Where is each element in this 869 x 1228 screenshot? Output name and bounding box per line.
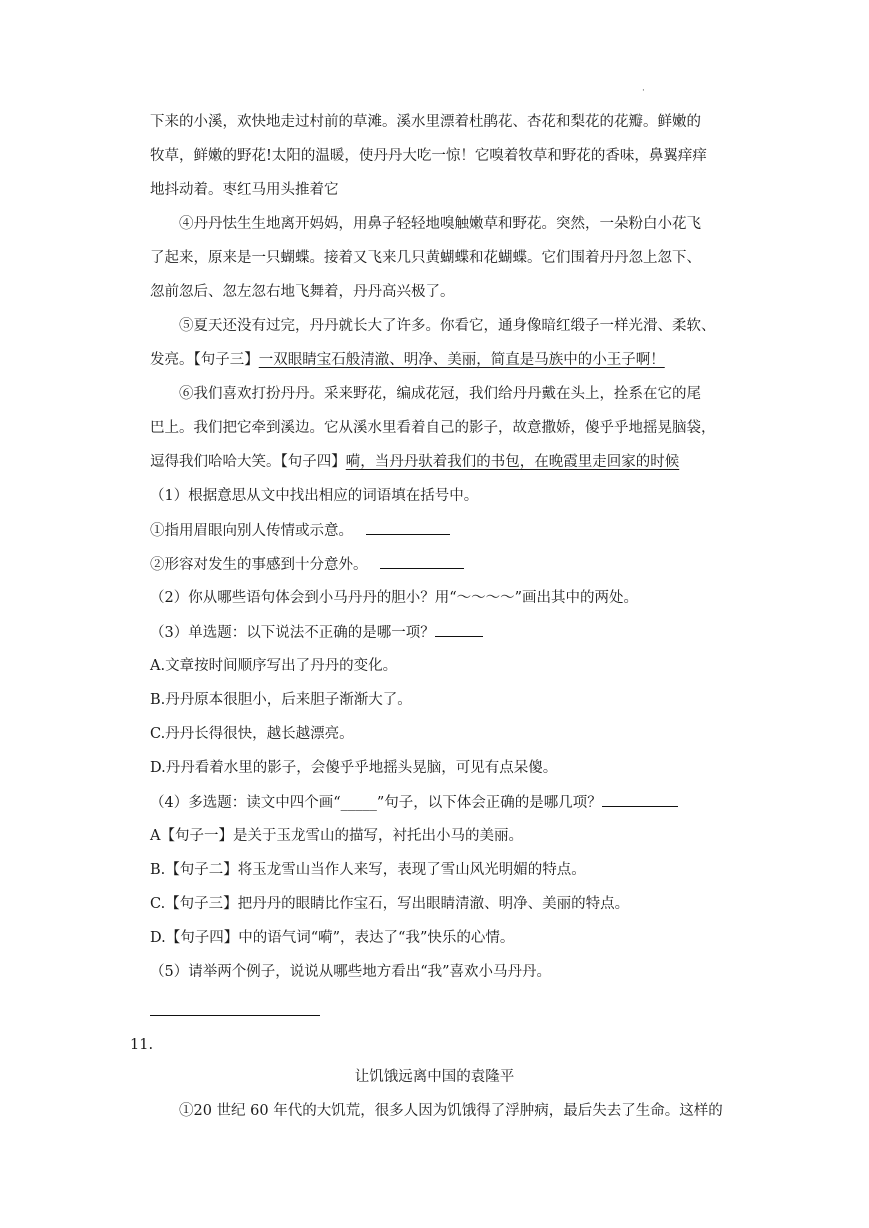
paragraph-5: ⑤夏天还没有过完，丹丹就长大了许多。你看它，通身像暗红缎子一样光滑、柔软、 — [179, 318, 716, 334]
passage-line: 牧草，鲜嫩的野花!太阳的温暖，使丹丹大吃一惊！它嗅着牧草和野花的香味，鼻翼痒痒 — [150, 148, 707, 164]
option: B.【句子二】将玉龙雪山当作人来写，表现了雪山风光明媚的特点。 — [150, 862, 586, 878]
passage-line: 了起来，原来是一只蝴蝶。接着又飞来几只黄蝴蝶和花蝴蝶。它们围着丹丹忽上忽下、 — [150, 250, 701, 266]
question-3 — [150, 622, 740, 643]
passage-line: 地抖动着。枣红马用头推着它 — [150, 182, 339, 198]
option: B.丹丹原本很胆小，后来胆子渐渐大了。 — [150, 692, 412, 708]
question-1: （1）根据意思从文中找出相应的词语填在括号中。 — [150, 488, 479, 504]
passage-line: 巴上。我们把它牵到溪边。它从溪水里看着自己的影子，故意撒娇，傻乎乎地摇晃脑袋， — [150, 420, 716, 436]
option: D.丹丹看着水里的影子，会傻乎乎地摇头晃脑，可见有点呆傻。 — [150, 760, 558, 776]
option: A【句子一】是关于玉龙雪山的描写，衬托出小马的美丽。 — [150, 828, 523, 844]
option: C.丹丹长得很快，越长越漂亮。 — [150, 726, 354, 742]
answer-line[interactable] — [150, 1015, 320, 1016]
passage-title: 让饥饿远离中国的袁隆平 — [354, 1069, 515, 1085]
sentence-tag-3: 【句子三】 — [193, 352, 259, 368]
passage-line: 下来的小溪，欢快地走过村前的草滩。溪水里漂着杜鹃花、杏花和梨花的花瓣。鲜嫩的 — [150, 114, 701, 130]
question-1-item — [150, 554, 740, 575]
question-2: （2）你从哪些语句体会到小马丹丹的胆小？用“～～～～”画出其中的两处。 — [150, 590, 639, 606]
question-1-item — [150, 520, 740, 541]
passage-text: 发亮。 — [150, 352, 194, 368]
paragraph-1: ①20 世纪 60 年代的大饥荒，很多人因为饥饿得了浮肿病，最后失去了生命。这样的 — [179, 1103, 723, 1119]
question-text: （3）单选题：以下说法不正确的是哪一项？ — [150, 625, 435, 641]
question-5: （5）请举两个例子，说说从哪些地方看出“我”喜欢小马丹丹。 — [150, 964, 552, 980]
paragraph-6: ⑥我们喜欢打扮丹丹。采来野花，编成花冠，我们给丹丹戴在头上，拴系在它的尾 — [179, 386, 701, 402]
passage-line — [150, 350, 740, 370]
underlined-sentence-3: 一双眼睛宝石般清澈、明净、美丽，简直是马族中的小王子啊！ — [258, 352, 665, 368]
passage-line: 忽前忽后、忽左忽右地飞舞着，丹丹高兴极了。 — [150, 284, 455, 300]
answer-blank[interactable] — [366, 520, 450, 535]
answer-blank[interactable] — [435, 622, 483, 637]
question-text: （4）多选题：读文中四个画“_____”句子，以下体会正确的是哪几项？ — [150, 795, 602, 811]
answer-blank[interactable] — [380, 554, 464, 569]
paragraph-4: ④丹丹怯生生地离开妈妈，用鼻子轻轻地嗅触嫩草和野花。突然，一朵粉白小花飞 — [179, 216, 701, 232]
question-number: 11. — [130, 1037, 154, 1053]
answer-blank[interactable] — [602, 792, 678, 807]
sentence-tag-4: 【句子四】 — [280, 454, 346, 470]
question-text: ①指用眉眼向别人传情或示意。 — [150, 523, 353, 539]
question-4 — [150, 792, 740, 813]
option: A.文章按时间顺序写出了丹丹的变化。 — [150, 658, 398, 674]
option: C.【句子三】把丹丹的眼睛比作宝石，写出眼睛清澈、明净、美丽的特点。 — [150, 896, 630, 912]
underlined-sentence-4: 嗬，当丹丹驮着我们的书包，在晚霞里走回家的时候 — [345, 454, 680, 470]
passage-text: 逗得我们哈哈大笑。 — [150, 454, 281, 470]
question-text: ②形容对发生的事感到十分意外。 — [150, 557, 368, 573]
passage-line — [150, 452, 740, 472]
corner-mark: · — [642, 86, 645, 96]
option: D.【句子四】中的语气词“嗬”，表达了“我”快乐的心情。 — [150, 930, 515, 946]
